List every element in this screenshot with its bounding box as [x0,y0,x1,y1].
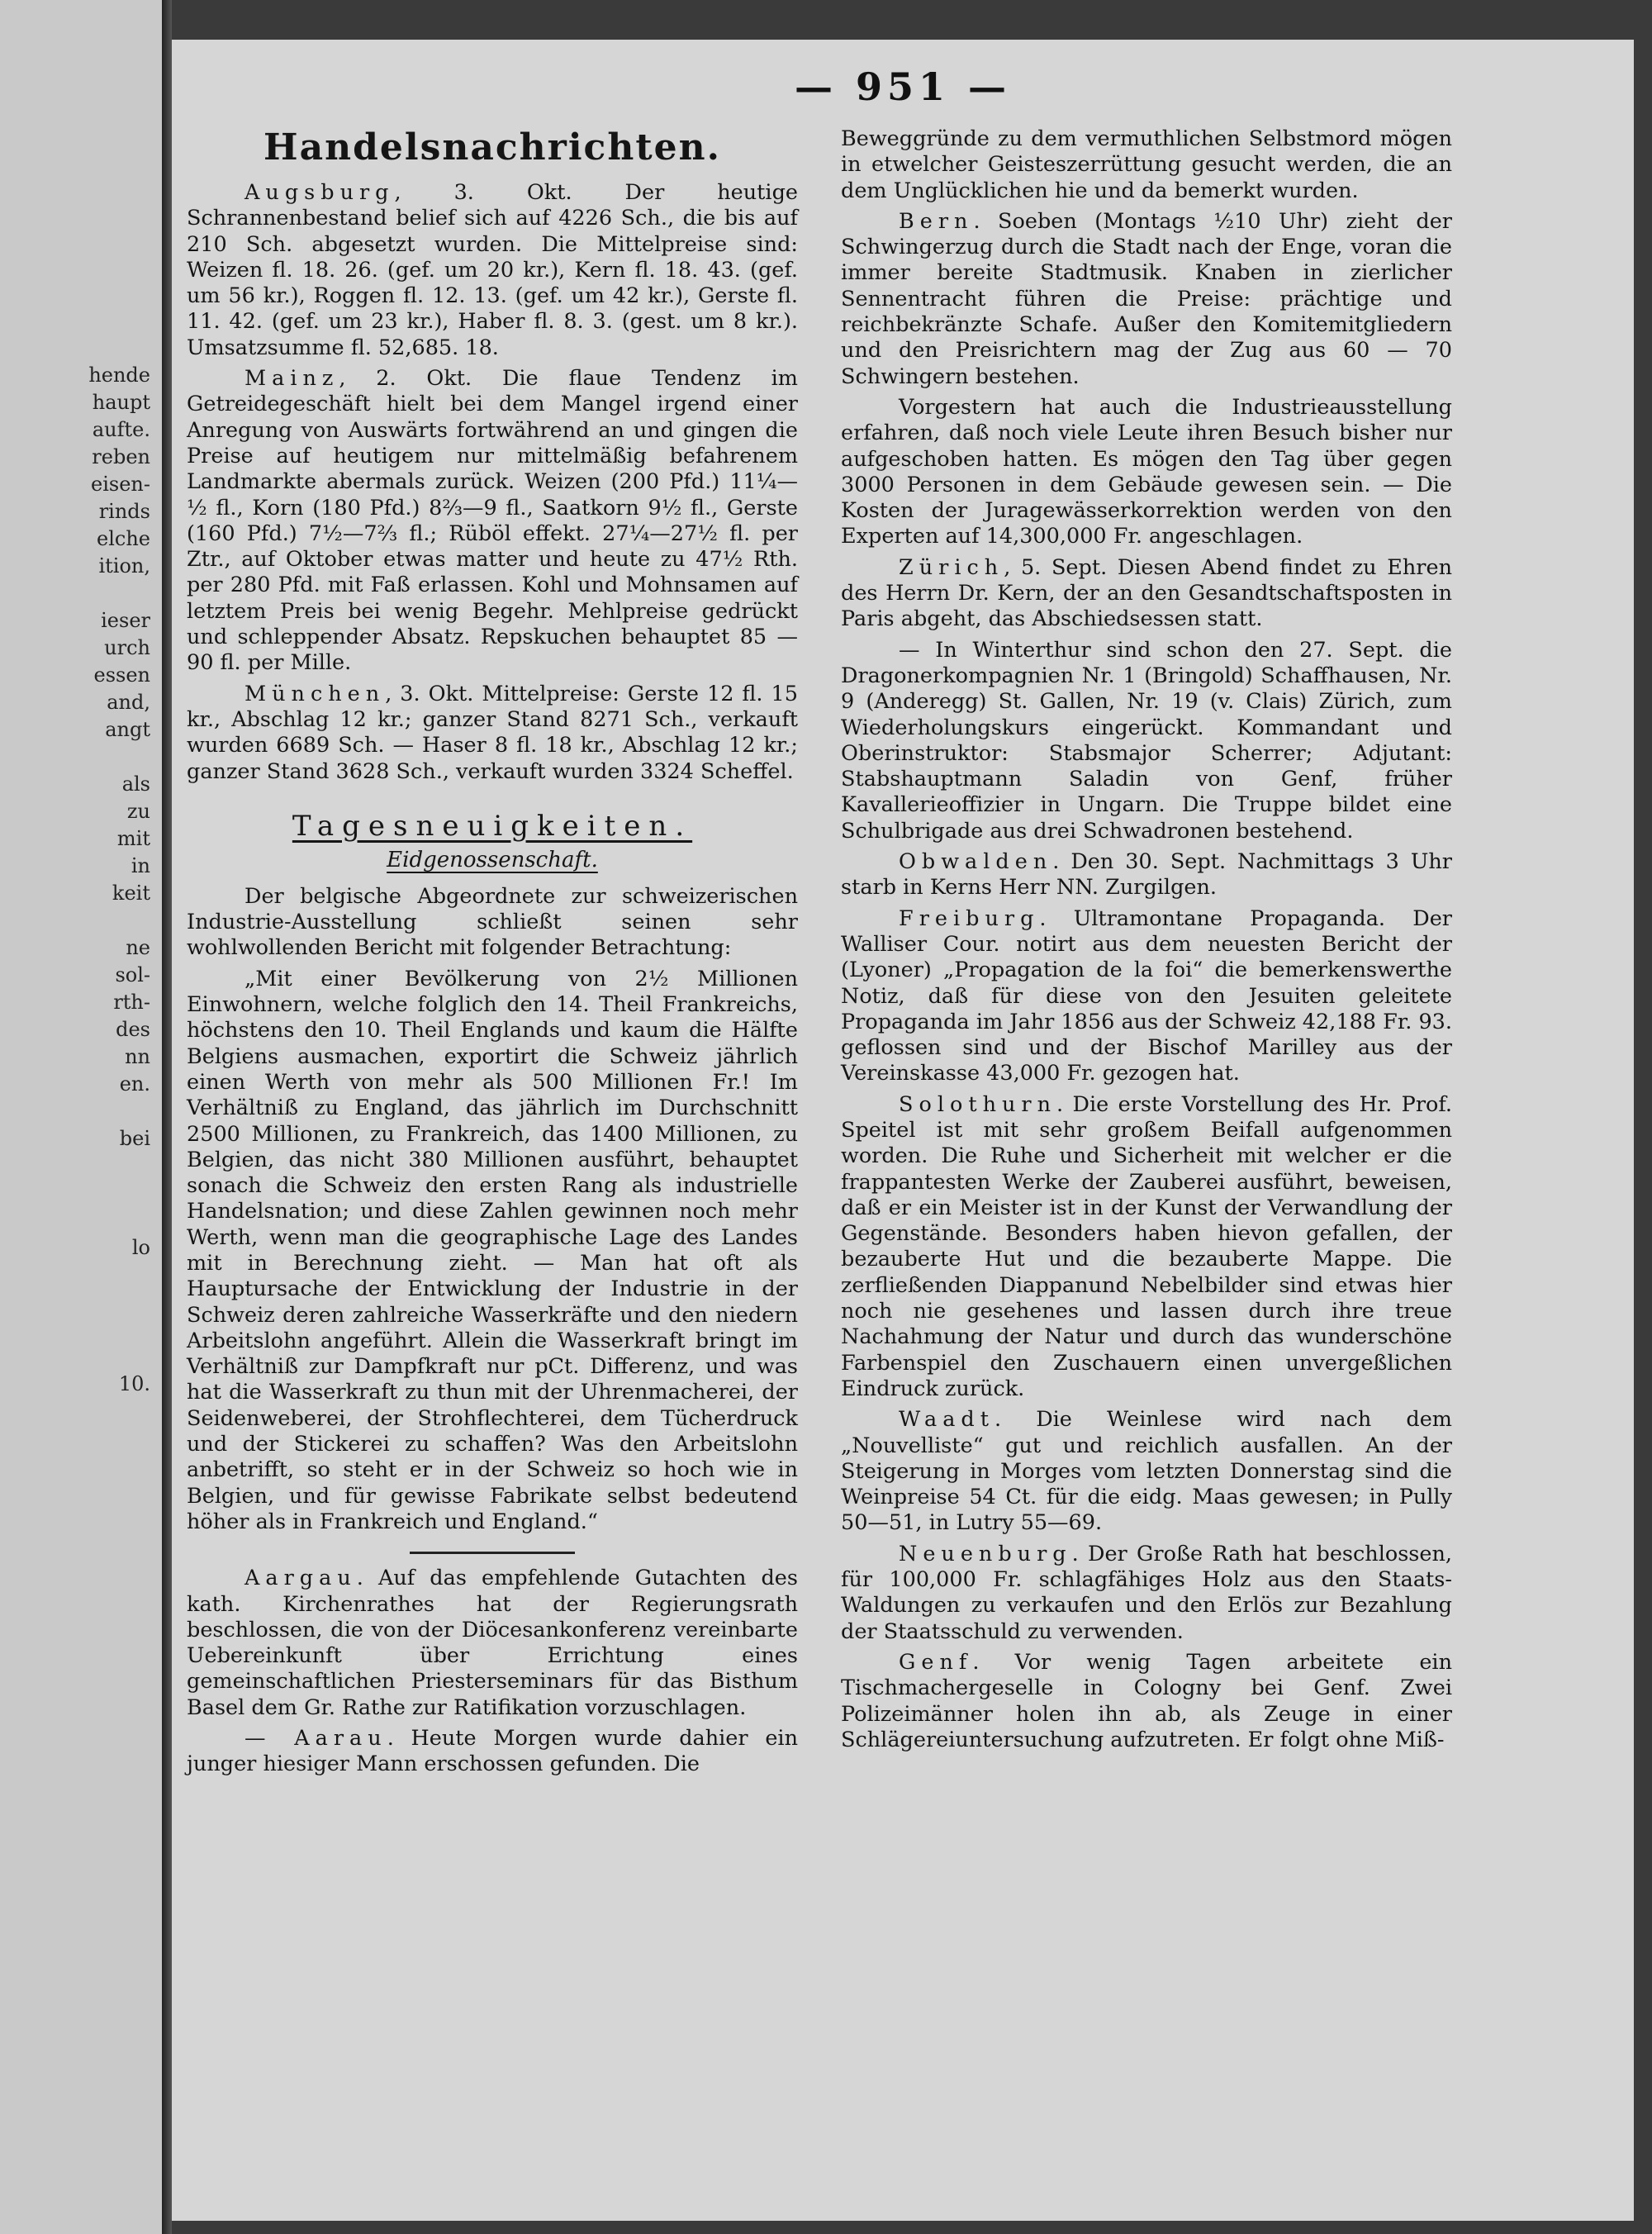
facing-page-fragment: sol- [115,963,150,986]
facing-page-fragment: aufte. [92,418,150,441]
right-column-paragraphs [841,126,1452,1753]
facing-page-fragment: essen [93,663,150,687]
facing-page-fragment: reben [92,445,150,468]
facing-page-fragment: zu [126,800,150,823]
facing-page-fragment: als [121,772,150,796]
facing-page-fragment: in [131,854,150,877]
paragraph-text: , 3. Okt. Der heutige Schrannenbestand belief sich auf 4226 Sch., die bis auf 210 Sch. abgesetzt wurden. Die Mittelpreise sind: Weizen fl. 18. 26. (gef. um 20 kr.), Kern fl. 18. 43. (gef. um 56 kr.), Roggen fl. 12. 13. (gef. um 42 kr.), Gerste fl. 11. 42. (gef. um 23 kr.), Haber fl. 8. 3. (gest. um 8 kr.). Umsatzsumme fl. 52,685. 18. [187,180,798,360]
canton-report [187,1726,798,1778]
facing-page-fragment: eisen- [91,473,150,496]
paragraph-text: . Die Weinlese wird nach dem „Nouvelliste“ gut und reichlich ausfallen. An der Steigerung in Morges vom letzten Donnerstag sind die Weinpreise 54 Ct. für die eidg. Maas gewesen; in Pully 50—51, in Lutry 55—69. [841,1407,1452,1536]
facing-page-fragment: and, [107,691,150,714]
facing-page-fragment: lo [131,1236,150,1259]
facing-page-fragment: hende [88,364,150,387]
facing-page-fragment: des [116,1018,150,1041]
paragraph-text: , 5. Sept. Diesen Abend findet zu Ehren des Herrn Dr. Kern, der an den Gesandtschaftsposten in Paris abgeht, das Abschiedsessen statt. [841,554,1452,632]
place-name: Bern [899,208,974,234]
paragraph-text: . Vor wenig Tagen arbeitete ein Tischmachergeselle in Cologny bei Genf. Zwei Polizeimänner holen ihn ab, als Zeuge in einer Schlägereiuntersuchung aufzutreten. Er folgt ohne Miß- [841,1649,1452,1752]
facing-page-fragment: ieser [101,609,150,632]
place-name: Solothurn [899,1091,1057,1117]
facing-page-fragment: rth- [113,991,150,1014]
page-number: — 951 — [794,64,1012,109]
aargau-report [187,1566,798,1777]
place-name: Genf [899,1649,973,1675]
place-name: Neuenburg [899,1541,1072,1566]
place-name: München [244,681,386,706]
canton-report [841,209,1452,390]
paragraph-text: , 3. Okt. Mittelpreise: Gerste 12 fl. 15 kr., Abschlag 12 kr.; ganzer Stand 8271 Sch., verkauft wurden 6689 Sch. — Haser 8 fl. 18 kr., Abschlag 12 kr.; ganzer Stand 3628 Sch., verkauft wurden 3324 Scheffel. [187,681,798,784]
facing-page-fragment: keit [112,882,150,905]
section-title-tagesneuigkeiten: Tagesneuigkeiten. [292,809,693,843]
facing-page-fragment: haupt [92,391,150,414]
paragraph-text: . Den 30. Sept. Nachmittags 3 Uhr starb in Kerns Herr NN. Zurgilgen. [841,849,1452,901]
paragraph-text: . Heute Morgen wurde dahier ein junger hiesiger Mann erschossen gefunden. Die [187,1726,799,1777]
market-reports [187,180,798,785]
facing-page-fragment: mit [116,827,150,850]
paragraph-text: . Soeben (Montags ½10 Uhr) zieht der Schwingerzug durch die Stadt nach der Enge, voran die immer bereite Stadtmusik. Knaben in zierlicher Sennentracht führen die Preise: prächtige und reichbekränzte Schafe. Außer den Komitemitgliedern und den Preisrichtern mag der Zug aus 60 — 70 Schwingern bestehen. [841,208,1452,389]
facing-page-fragment: ne [126,936,150,959]
canton-report [187,1566,798,1721]
canton-report [841,906,1452,1087]
facing-page-fragment: bei [119,1127,150,1150]
facing-page-fragment: ition, [98,554,150,578]
canton-report [841,126,1452,204]
paragraph-text: — In Winterthur sind schon den 27. Sept. die Dragonerkompagnien Nr. 1 (Bringold) Schaffhausen, Nr. 9 (Anderegg) St. Gallen, Nr. 19 (v. Clais) Zürich, zum Wiederholungskurs eingerückt. Kommandant und Oberinstruktor: Stabsmajor Scherrer; Adjutant: Stabshauptmann Saladin von Genf, früher Kavallerieoffizier in Ungarn. Die Truppe bildet eine Schulbrigade aus drei Schwadronen bestehend. [841,637,1452,844]
paragraph-text: . Auf das empfehlende Gutachten des kath. Kirchenrathes hat der Regierungsrath beschlossen, die von der Diöcesankonferenz vereinbarte Uebereinkunft über Errichtung eines gemeinschaftlichen Priesterseminars für das Bisthum Basel dem Gr. Rathe zur Ratifikation vorzuschlagen. [187,1566,798,1720]
canton-report [841,849,1452,901]
facing-page-fragment: nn [125,1045,150,1068]
facing-page-fragment: urch [104,636,150,659]
canton-report [841,1092,1452,1403]
article-paragraph: „Mit einer Bevölkerung von 2½ Millionen Einwohnern, welche folglich den 14. Theil Frankreichs, höchstens den 10. Theil Englands und kaum die Hälfte Belgiens ausmachen, exportirt die Schweiz jährlich einen Werth von mehr als 500 Millionen Fr.! Im Verhältniß zu England, das jährlich im Durchschnitt 2500 Millionen, zu Frankreich, das 1400 Millionen, zu Belgien, das nicht 380 Millionen ausführt, behauptet sonach die Schweiz den ersten Rang als industrielle Handelsnation; und diese Zahlen gewinnen noch mehr Werth, wenn man die geographische Lage des Landes mit in Berechnung zieht. — Man hat oft als Hauptursache der Entwicklung der Industrie in der Schweiz deren zahlreiche Wasserkräfte und den niedern Arbeitslohn angeführt. Allein die Wasserkraft bringt im Verhältniß zur Dampfkraft nur pCt. Differenz, und was hat die Wasserkraft zu thun mit der Uhrenmacherei, der Seidenweberei, der Strohflechterei, dem Tücherdruck und der Stickerei zu schaffen? Was den Arbeitslohn anbetrifft, so steht er in der Schweiz so hoch wie in Belgien, und für gewisse Fabrikate selbst bedeutend höher als in Frankreich und England.“ [187,966,798,1534]
belgian-report [187,884,798,1535]
paragraph-text: Vorgestern hat auch die Industrieausstellung erfahren, daß noch viele Leute ihren Besuch bisher nur aufgeschoben hatten. Es mögen den Tag über gegen 3000 Personen in dem Gebäude gewesen sein. — Die Kosten der Juragewässerkorrektion werden von den Experten auf 14,300,000 Fr. angeschlagen. [841,394,1452,549]
paragraph-text: Beweggründe zu dem vermuthlichen Selbstmord mögen in etwelcher Geisteszerrüttung gesucht werden, die an dem Unglücklichen hie und da bemerkt wurden. [841,126,1452,203]
canton-report [841,1650,1452,1753]
book-gutter [162,0,172,2234]
right-column [841,126,1452,1758]
article-paragraph: Der belgische Abgeordnete zur schweizerischen Industrie-Ausstellung schließt seinen sehr wohlwollenden Bericht mit folgender Betrachtung: [187,883,798,961]
market-report [187,682,798,785]
facing-page-fragment: angt [105,718,150,741]
place-name: Aargau [244,1566,357,1591]
place-name: — Aarau [244,1726,387,1752]
facing-page-fragment: elche [97,527,150,550]
facing-page-edge [0,0,162,2234]
paragraph-text: . Ultramontane Propaganda. Der Walliser Cour. notirt aus dem neuesten Bericht der (Lyoner) „Propagation de la foi“ die bemerkenswerthe Notiz, daß für diese von den Jesuiten geleitete Propaganda im Jahr 1856 aus der Schweiz 42,188 Fr. 93. geflossen sind und der Bischof Marilley aus der Vereinskasse 43,000 Fr. gezogen hat. [841,905,1452,1086]
divider-rule [410,1552,575,1554]
facing-page-fragment: en. [119,1072,150,1096]
place-name: Zürich [899,554,1004,580]
left-column [187,126,798,1783]
section-title-handelsnachrichten: Handelsnachrichten. [263,126,721,169]
canton-report [841,555,1452,633]
facing-page-fragment: 10. [118,1372,150,1395]
paragraph-text: . Die erste Vorstellung des Hr. Prof. Speitel ist mit sehr großem Beifall aufgenommen worden. Die Ruhe und Sicherheit mit welcher er die frappantesten Werke der Zauberei ausführt, beweisen, daß er ein Meister ist in der Kunst der Verwandlung der Gegenstände. Besonders haben hievon gefallen, der bezauberte Hut und die bezauberte Mappe. Die zerfließenden Diappanund Nebelbilder sind etwas hier noch nie gesehenes und lassen durch ihre treue Nachahmung der Natur und durch das wunderschöne Farbenspiel den Zuschauern einen unvergeßlichen Eindruck zurück. [841,1091,1452,1401]
canton-report [841,395,1452,550]
place-name: Obwalden [899,849,1053,875]
place-name: Mainz [244,366,339,392]
paragraph-text: , 2. Okt. Die flaue Tendenz im Getreidegeschäft hielt bei dem Mangel irgend einer Anregung von Auswärts fortwährend an und gingen die Preise auf heutigem nur mittelmäßig befahrenem Landmarkte abermals zurück. Weizen (200 Pfd.) 11¼—½ fl., Korn (180 Pfd.) 8⅔—9 fl., Saatkorn 9½ fl., Gerste (160 Pfd.) 7½—7⅔ fl.; Rüböl effekt. 27¼—27½ fl. per Ztr., auf Oktober etwas matter und heute zu 47½ Rth. per 280 Pfd. mit Faß erlassen. Kohl und Mohnsamen auf letztem Preis bei wenig Begehr. Mehlpreise gedrückt und schleppender Absatz. Repskuchen behauptet 85 — 90 fl. per Mille. [187,366,798,676]
market-report [187,180,798,361]
facing-page-fragment: rinds [98,500,150,523]
place-name: Augsburg [244,180,395,205]
canton-report [841,1407,1452,1536]
paragraph-text: . Der Große Rath hat beschlossen, für 100,000 Fr. schlagfähiges Holz aus den Staats-Waldungen zu verkaufen und den Erlös zur Bezahlung der Staatsschuld zu verwenden. [841,1541,1452,1644]
canton-report [841,638,1452,844]
place-name: Freiburg [899,905,1040,931]
canton-report [841,1542,1452,1645]
place-name: Waadt [899,1407,995,1433]
market-report [187,366,798,677]
newspaper-page [172,40,1634,2221]
section-title-eidgenossenschaft: Eidgenossenschaft. [387,847,598,872]
